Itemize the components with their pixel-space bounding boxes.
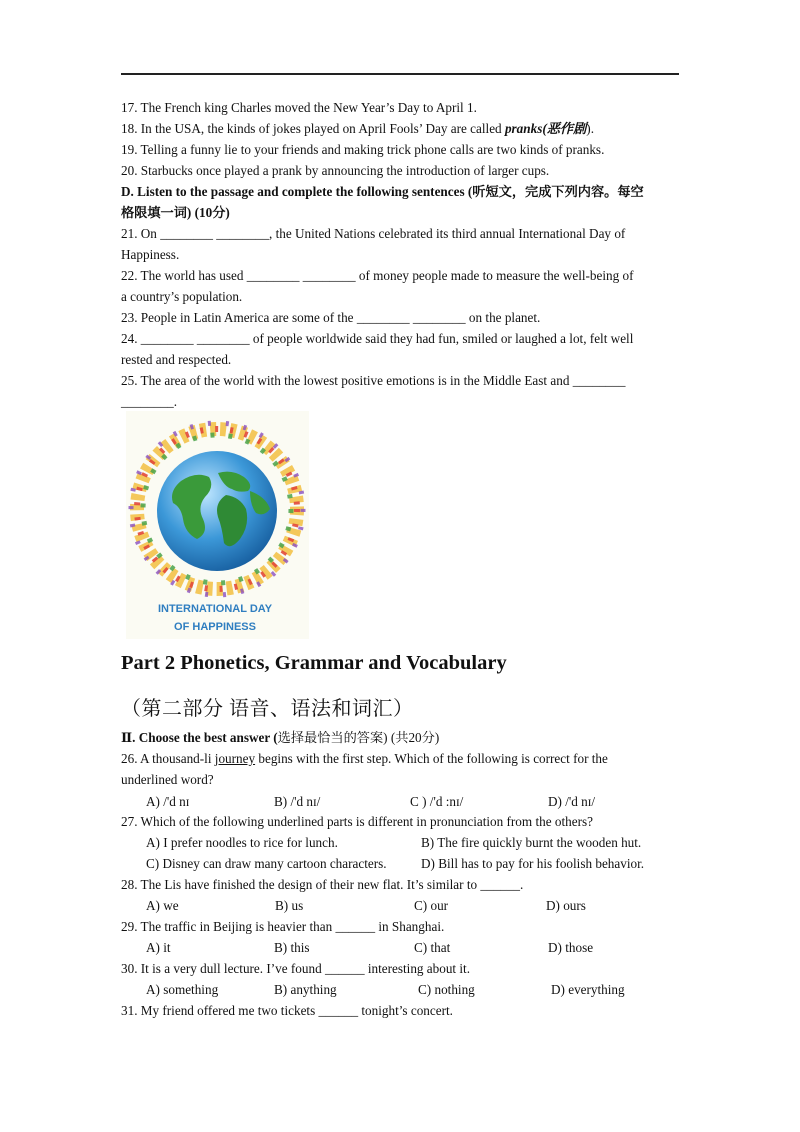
question-27: 27. Which of the following underlined parts is different in pronunciation from the others? [121,814,593,829]
question-24: 24. ________ ________ of people worldwide said they had fun, smiled or laughed a lot, felt well [121,331,634,346]
q27-option-b: B) The fire quickly burnt the wooden hut. [421,835,642,850]
q29-option-d: D) those [548,940,594,955]
part-2-subtitle: （第二部分 语音、语法和词汇） [121,698,414,720]
section-d-heading: D. Listen to the passage and complete the following sentences (听短文，完成下列内容。每空 [121,184,644,199]
section-d-heading-cont: 格限填一词) (10分) [121,205,230,220]
question-25: 25. The area of the world with the lowest positive emotions is in the Middle East and ________ [121,373,626,388]
question-22-cont: a country’s population. [121,289,243,304]
question-26-text-cont: begins with the first step. Which of the following is correct for the [255,751,608,766]
q26-option-d: D) /'d nɪ/ [548,794,596,809]
question-28: 28. The Lis have finished the design of their new flat. It’s similar to ______. [121,877,524,892]
question-26-text: 26. A thousand-li [121,751,215,766]
question-25-cont: ________. [121,394,178,409]
globe-illustration [126,411,309,639]
q29-option-b: B) this [274,940,310,955]
header-rule [121,73,679,75]
q29-option-c: C) that [414,940,451,955]
question-24-cont: rested and respected. [121,352,232,367]
question-26-underlined-word: journey [214,751,256,766]
question-18-end: ). [586,121,594,136]
question-20: 20. Starbucks once played a prank by announcing the introduction of larger cups. [121,163,550,178]
q27-option-c: C) Disney can draw many cartoon characters. [146,856,387,871]
question-21-cont: Happiness. [121,247,180,262]
q26-option-b: B) /'d nɪ/ [274,794,321,809]
happiness-day-image [126,411,309,639]
q30-option-b: B) anything [274,982,337,997]
caption [158,603,273,633]
part-2-title: Part 2 Phonetics, Grammar and Vocabulary [121,652,507,674]
q28-option-b: B) us [275,898,304,913]
q29-option-a: A) it [146,940,171,955]
question-26 [121,748,608,769]
q28-option-a: A) we [146,898,179,913]
q30-option-d: D) everything [551,982,625,997]
question-23: 23. People in Latin America are some of the ________ ________ on the planet. [121,310,541,325]
question-30: 30. It is a very dull lecture. I’ve found ______ interesting about it. [121,961,471,976]
q27-option-a: A) I prefer noodles to rice for lunch. [146,835,338,850]
question-31: 31. My friend offered me two tickets ______ tonight’s concert. [121,1003,453,1018]
caption-line-2: OF HAPPINESS [174,621,256,633]
q26-option-a: A) /'d nɪ [146,794,190,809]
question-19: 19. Telling a funny lie to your friends and making trick phone calls are two kinds of pranks. [121,142,605,157]
section-2-instruction: 选择最恰当的答案 [277,730,384,745]
q28-option-d: D) ours [546,898,586,913]
q28-option-c: C) our [414,898,449,913]
section-2-label: Ⅱ. Choose the best answer ( [121,730,278,745]
question-29: 29. The traffic in Beijing is heavier than ______ in Shanghai. [121,919,445,934]
q30-option-c: C) nothing [418,982,475,997]
question-17: 17. The French king Charles moved the New Year’s Day to April 1. [121,100,477,115]
question-21: 21. On ________ ________, the United Nations celebrated its third annual International Day of [121,226,626,241]
section-2-points: ) (共20分) [383,730,440,745]
caption-line-1: INTERNATIONAL DAY [157,603,273,615]
question-18-text: 18. In the USA, the kinds of jokes played on April Fools’ Day are called [121,121,505,136]
question-18-emphasis: pranks(恶作剧 [504,121,587,136]
question-26-cont: underlined word? [121,772,214,787]
q30-option-a: A) something [146,982,219,997]
section-2-heading [121,727,439,748]
q26-option-c: C ) /'d :nɪ/ [410,794,464,809]
q27-option-d: D) Bill has to pay for his foolish behavior. [421,856,645,871]
question-18 [121,118,594,139]
question-22: 22. The world has used ________ ________ of money people made to measure the well-being of [121,268,634,283]
